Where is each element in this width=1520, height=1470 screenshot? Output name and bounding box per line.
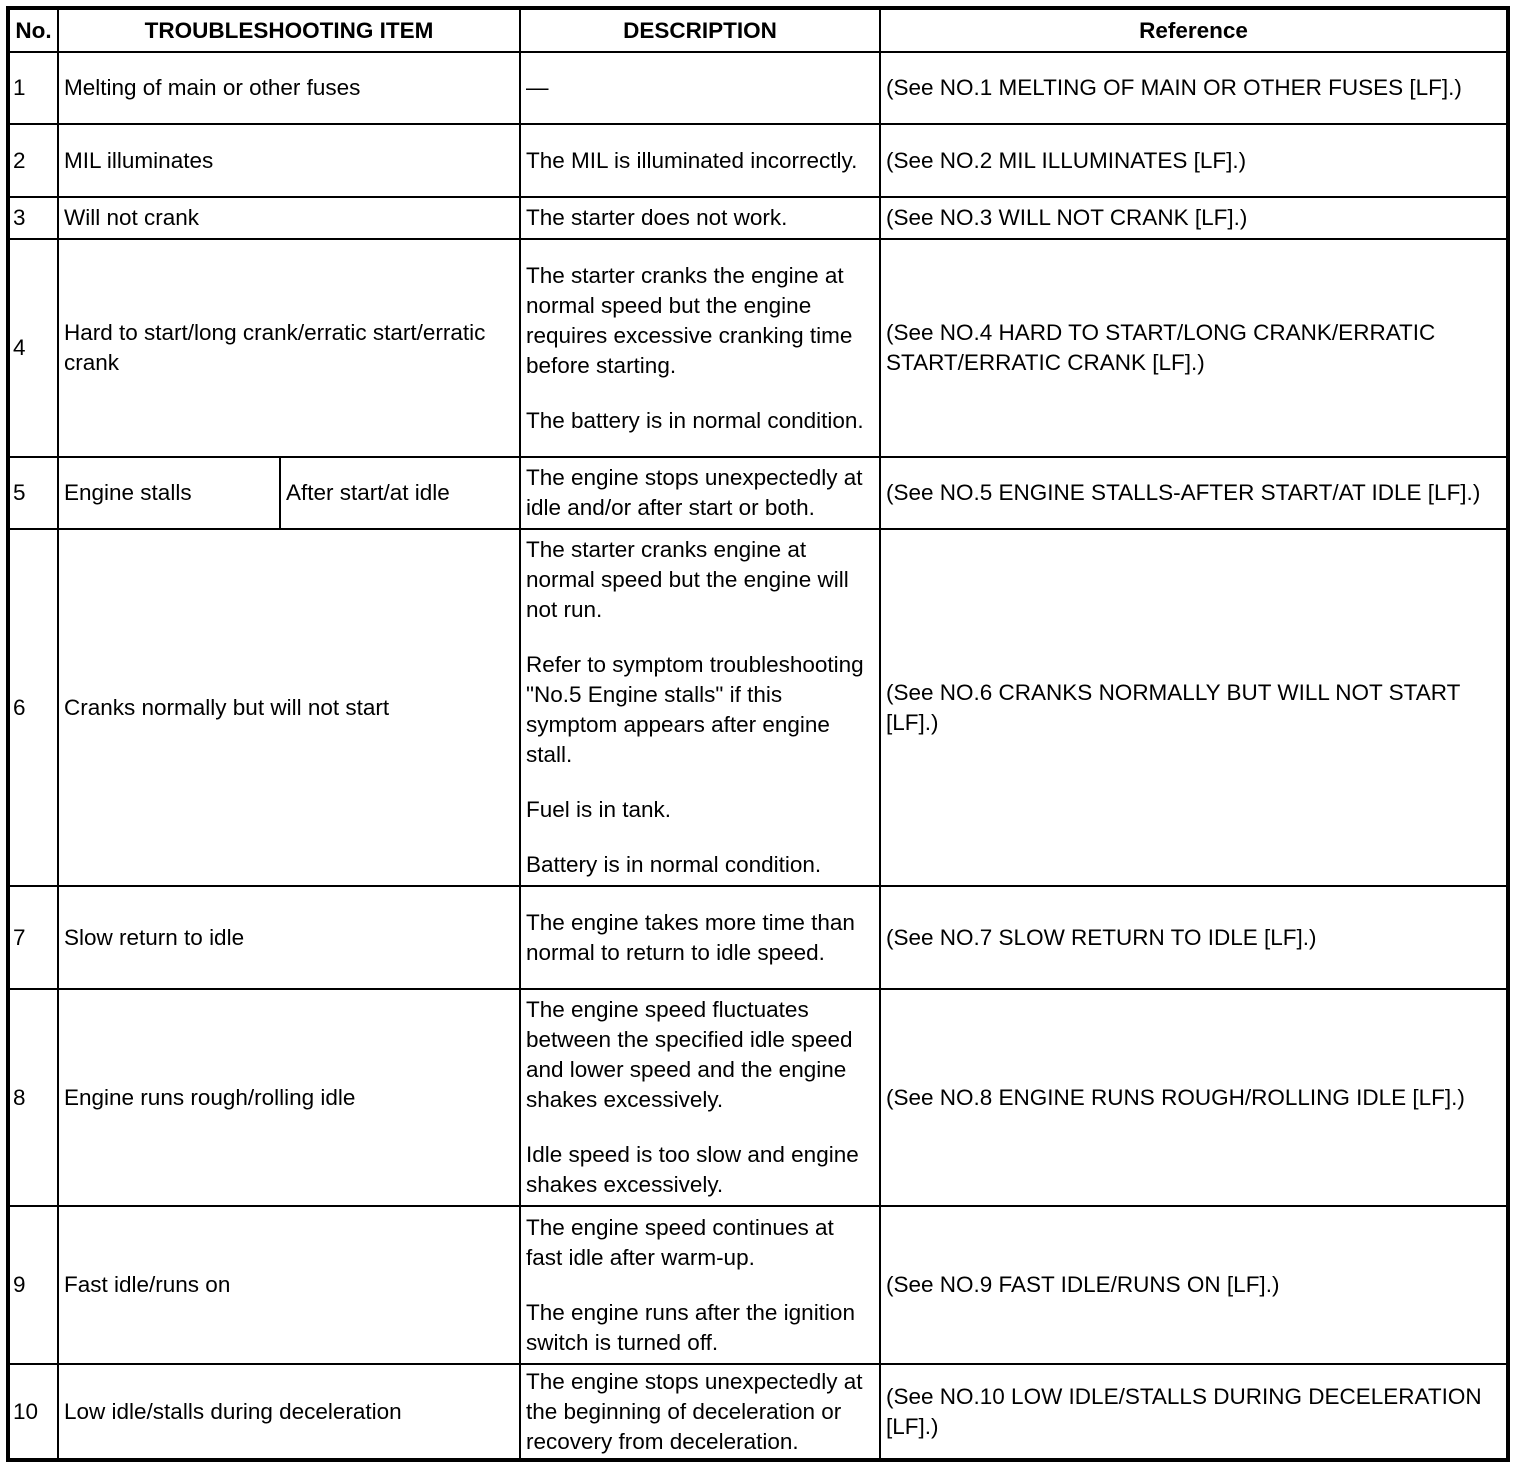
description-text: —: [526, 75, 549, 100]
troubleshooting-item: Melting of main or other fuses: [58, 52, 520, 124]
description-text: The engine stops unexpectedly at the beginning of deceleration or recovery from deceleration.: [526, 1368, 863, 1454]
description-text: The starter cranks the engine at normal speed but the engine requires excessive cranking time before starting.: [526, 262, 853, 378]
description-cell: [520, 239, 880, 457]
description-text: Fuel is in tank.: [526, 797, 672, 822]
description-text: The starter cranks engine at normal speed but the engine will not run.: [526, 537, 849, 622]
description-text: The engine takes more time than normal to return to idle speed.: [526, 909, 855, 965]
row-number: 1: [8, 52, 58, 124]
description-text: Refer to symptom troubleshooting "No.5 Engine stalls" if this symptom appears after engine stall.: [526, 652, 864, 767]
table-row: [8, 239, 1508, 457]
troubleshooting-item: Fast idle/runs on: [58, 1206, 520, 1364]
troubleshooting-subitem: After start/at idle: [280, 457, 520, 529]
description-text: The MIL is illuminated incorrectly.: [526, 147, 858, 173]
reference-text: (See NO.5 ENGINE STALLS-AFTER START/AT IDLE [LF].): [880, 457, 1508, 529]
table-row: [8, 1364, 1508, 1460]
description-cell: [520, 52, 880, 124]
header-no: No.: [8, 8, 58, 52]
reference-text: (See NO.2 MIL ILLUMINATES [LF].): [880, 124, 1508, 197]
reference-text: (See NO.7 SLOW RETURN TO IDLE [LF].): [880, 886, 1508, 989]
row-number: 3: [8, 197, 58, 239]
description-text: The engine speed continues at fast idle after warm-up.: [526, 1214, 834, 1270]
troubleshooting-item: Engine stalls: [58, 457, 280, 529]
description-cell: [520, 1364, 880, 1460]
description-text: The engine speed fluctuates between the specified idle speed and lower speed and the engine shakes excessively.: [526, 997, 853, 1112]
description-cell: [520, 124, 880, 197]
troubleshooting-table: [6, 6, 1510, 1462]
description-text: The engine stops unexpectedly at idle and/or after start or both.: [526, 465, 863, 520]
header-description: DESCRIPTION: [520, 8, 880, 52]
troubleshooting-item: Hard to start/long crank/erratic start/erratic crank: [58, 239, 520, 457]
troubleshooting-item: MIL illuminates: [58, 124, 520, 197]
table-row: [8, 989, 1508, 1206]
troubleshooting-item: Cranks normally but will not start: [58, 529, 520, 886]
table-row: [8, 124, 1508, 197]
troubleshooting-item: Low idle/stalls during deceleration: [58, 1364, 520, 1460]
row-number: 7: [8, 886, 58, 989]
row-number: 5: [8, 457, 58, 529]
description-cell: [520, 1206, 880, 1364]
description-cell: [520, 457, 880, 529]
description-cell: [520, 886, 880, 989]
description-text: Battery is in normal condition.: [526, 852, 822, 877]
description-cell: [520, 197, 880, 239]
description-cell: [520, 529, 880, 886]
reference-text: (See NO.4 HARD TO START/LONG CRANK/ERRATIC START/ERRATIC CRANK [LF].): [880, 239, 1508, 457]
row-number: 10: [8, 1364, 58, 1460]
troubleshooting-item: Will not crank: [58, 197, 520, 239]
description-text: The starter does not work.: [526, 205, 788, 230]
header-troubleshooting-item: TROUBLESHOOTING ITEM: [58, 8, 520, 52]
table-row: [8, 457, 1508, 529]
row-number: 2: [8, 124, 58, 197]
reference-text: (See NO.8 ENGINE RUNS ROUGH/ROLLING IDLE [LF].): [880, 989, 1508, 1206]
reference-text: (See NO.10 LOW IDLE/STALLS DURING DECELERATION [LF].): [880, 1364, 1508, 1460]
table-row: [8, 1206, 1508, 1364]
reference-text: (See NO.6 CRANKS NORMALLY BUT WILL NOT START [LF].): [880, 529, 1508, 886]
reference-text: (See NO.3 WILL NOT CRANK [LF].): [880, 197, 1508, 239]
description-cell: [520, 989, 880, 1206]
table-row: [8, 197, 1508, 239]
header-row: [8, 8, 1508, 52]
table-row: [8, 52, 1508, 124]
row-number: 4: [8, 239, 58, 457]
header-reference: Reference: [880, 8, 1508, 52]
row-number: 9: [8, 1206, 58, 1364]
description-text: Idle speed is too slow and engine shakes excessively.: [526, 1142, 859, 1197]
reference-text: (See NO.9 FAST IDLE/RUNS ON [LF].): [880, 1206, 1508, 1364]
description-text: The battery is in normal condition.: [526, 407, 864, 433]
troubleshooting-item: Slow return to idle: [58, 886, 520, 989]
row-number: 8: [8, 989, 58, 1206]
reference-text: (See NO.1 MELTING OF MAIN OR OTHER FUSES [LF].): [880, 52, 1508, 124]
table-row: [8, 529, 1508, 886]
description-text: The engine runs after the ignition switch is turned off.: [526, 1299, 855, 1355]
table-row: [8, 886, 1508, 989]
troubleshooting-item: Engine runs rough/rolling idle: [58, 989, 520, 1206]
row-number: 6: [8, 529, 58, 886]
